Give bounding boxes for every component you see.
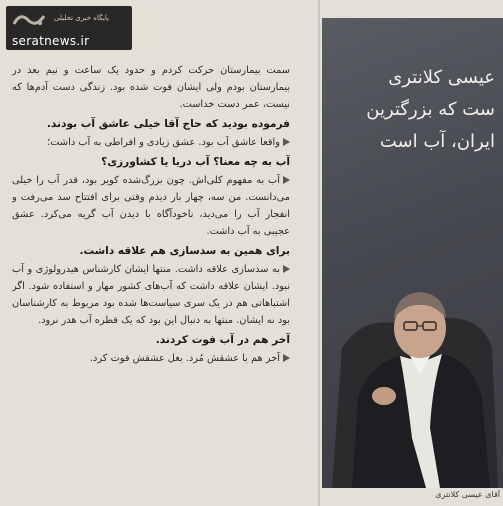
- question-4: آخر هم در آب فوت کردند.: [155, 334, 290, 346]
- question-3: برای همین به سدسازی هم علاقه داشت.: [79, 245, 290, 257]
- headline-line-3: ایران، آب است: [379, 131, 495, 152]
- photo-caption: آقای عیسی کلانتری: [435, 490, 500, 499]
- portrait-photo: [322, 18, 503, 488]
- headline-line-2: ست که بزرگترین: [366, 99, 495, 120]
- logo-icon: [10, 8, 50, 30]
- article-column: [12, 62, 290, 506]
- bullet-triangle-icon: [283, 138, 290, 146]
- bullet-triangle-icon: [283, 354, 290, 362]
- answer-1-text: واقعا عاشق آب بود. عشق زیادی و افراطی به آب داشت؛: [47, 137, 280, 148]
- logo-tagline: پایگاه خبری تحلیلی: [54, 14, 109, 22]
- portrait-figure: [322, 18, 503, 488]
- headline-line-1: عیسی کلانتری: [388, 67, 495, 88]
- answer-2-text: آب به مفهوم کلی‌اش. چون بزرگ‌شده کویر بود، قدر آب را خیلی می‌دانست. من سه، چهار بار دیدم وقتی برای افتتاح سد می‌رفت و انفجار آب را می‌دید، ناخودآگاه با دیدن آب گریه می‌کرد. عشق عجیبی به آب داشت.: [12, 175, 290, 237]
- answer-4-text: آخر هم با عشقش مُرد. بغل عشقش فوت کرد.: [89, 353, 280, 364]
- question-2: آب به چه معنا؟ آب دریا یا کشاورزی؟: [101, 156, 290, 168]
- bullet-triangle-icon: [283, 265, 290, 273]
- question-1: فرموده بودید که حاج آقا خیلی عاشق آب بودند.: [46, 118, 290, 130]
- answer-3-text: به سدسازی علاقه داشت. منتها ایشان کارشناس هیدرولوژی و آب نبود. ایشان علاقه داشت که آب‌های کشور مهار و استفاده شود. اگر اشتباهاتی هم در یک سری سیاست‌ها شده بود مربوط به کارشناسان بود نه ایشان. منتها به دنبال این بود که یک قطره آب هدر نرود.: [12, 264, 290, 326]
- logo-site-url: seratnews.ir: [12, 34, 90, 48]
- answer-4: [12, 350, 290, 367]
- column-divider: [318, 0, 320, 506]
- watermark-logo: [6, 6, 132, 50]
- answer-2: [12, 172, 290, 240]
- answer-3: [12, 261, 290, 329]
- answer-1: [12, 134, 290, 151]
- paragraph-intro: سمت بیمارستان حرکت کردم و حدود یک ساعت و نیم بعد در بیمارستان بودم ولی ایشان فوت شده بود. زندگی دست آدم‌ها که نیست، عمر دست خداست.: [12, 65, 290, 110]
- bullet-triangle-icon: [283, 176, 290, 184]
